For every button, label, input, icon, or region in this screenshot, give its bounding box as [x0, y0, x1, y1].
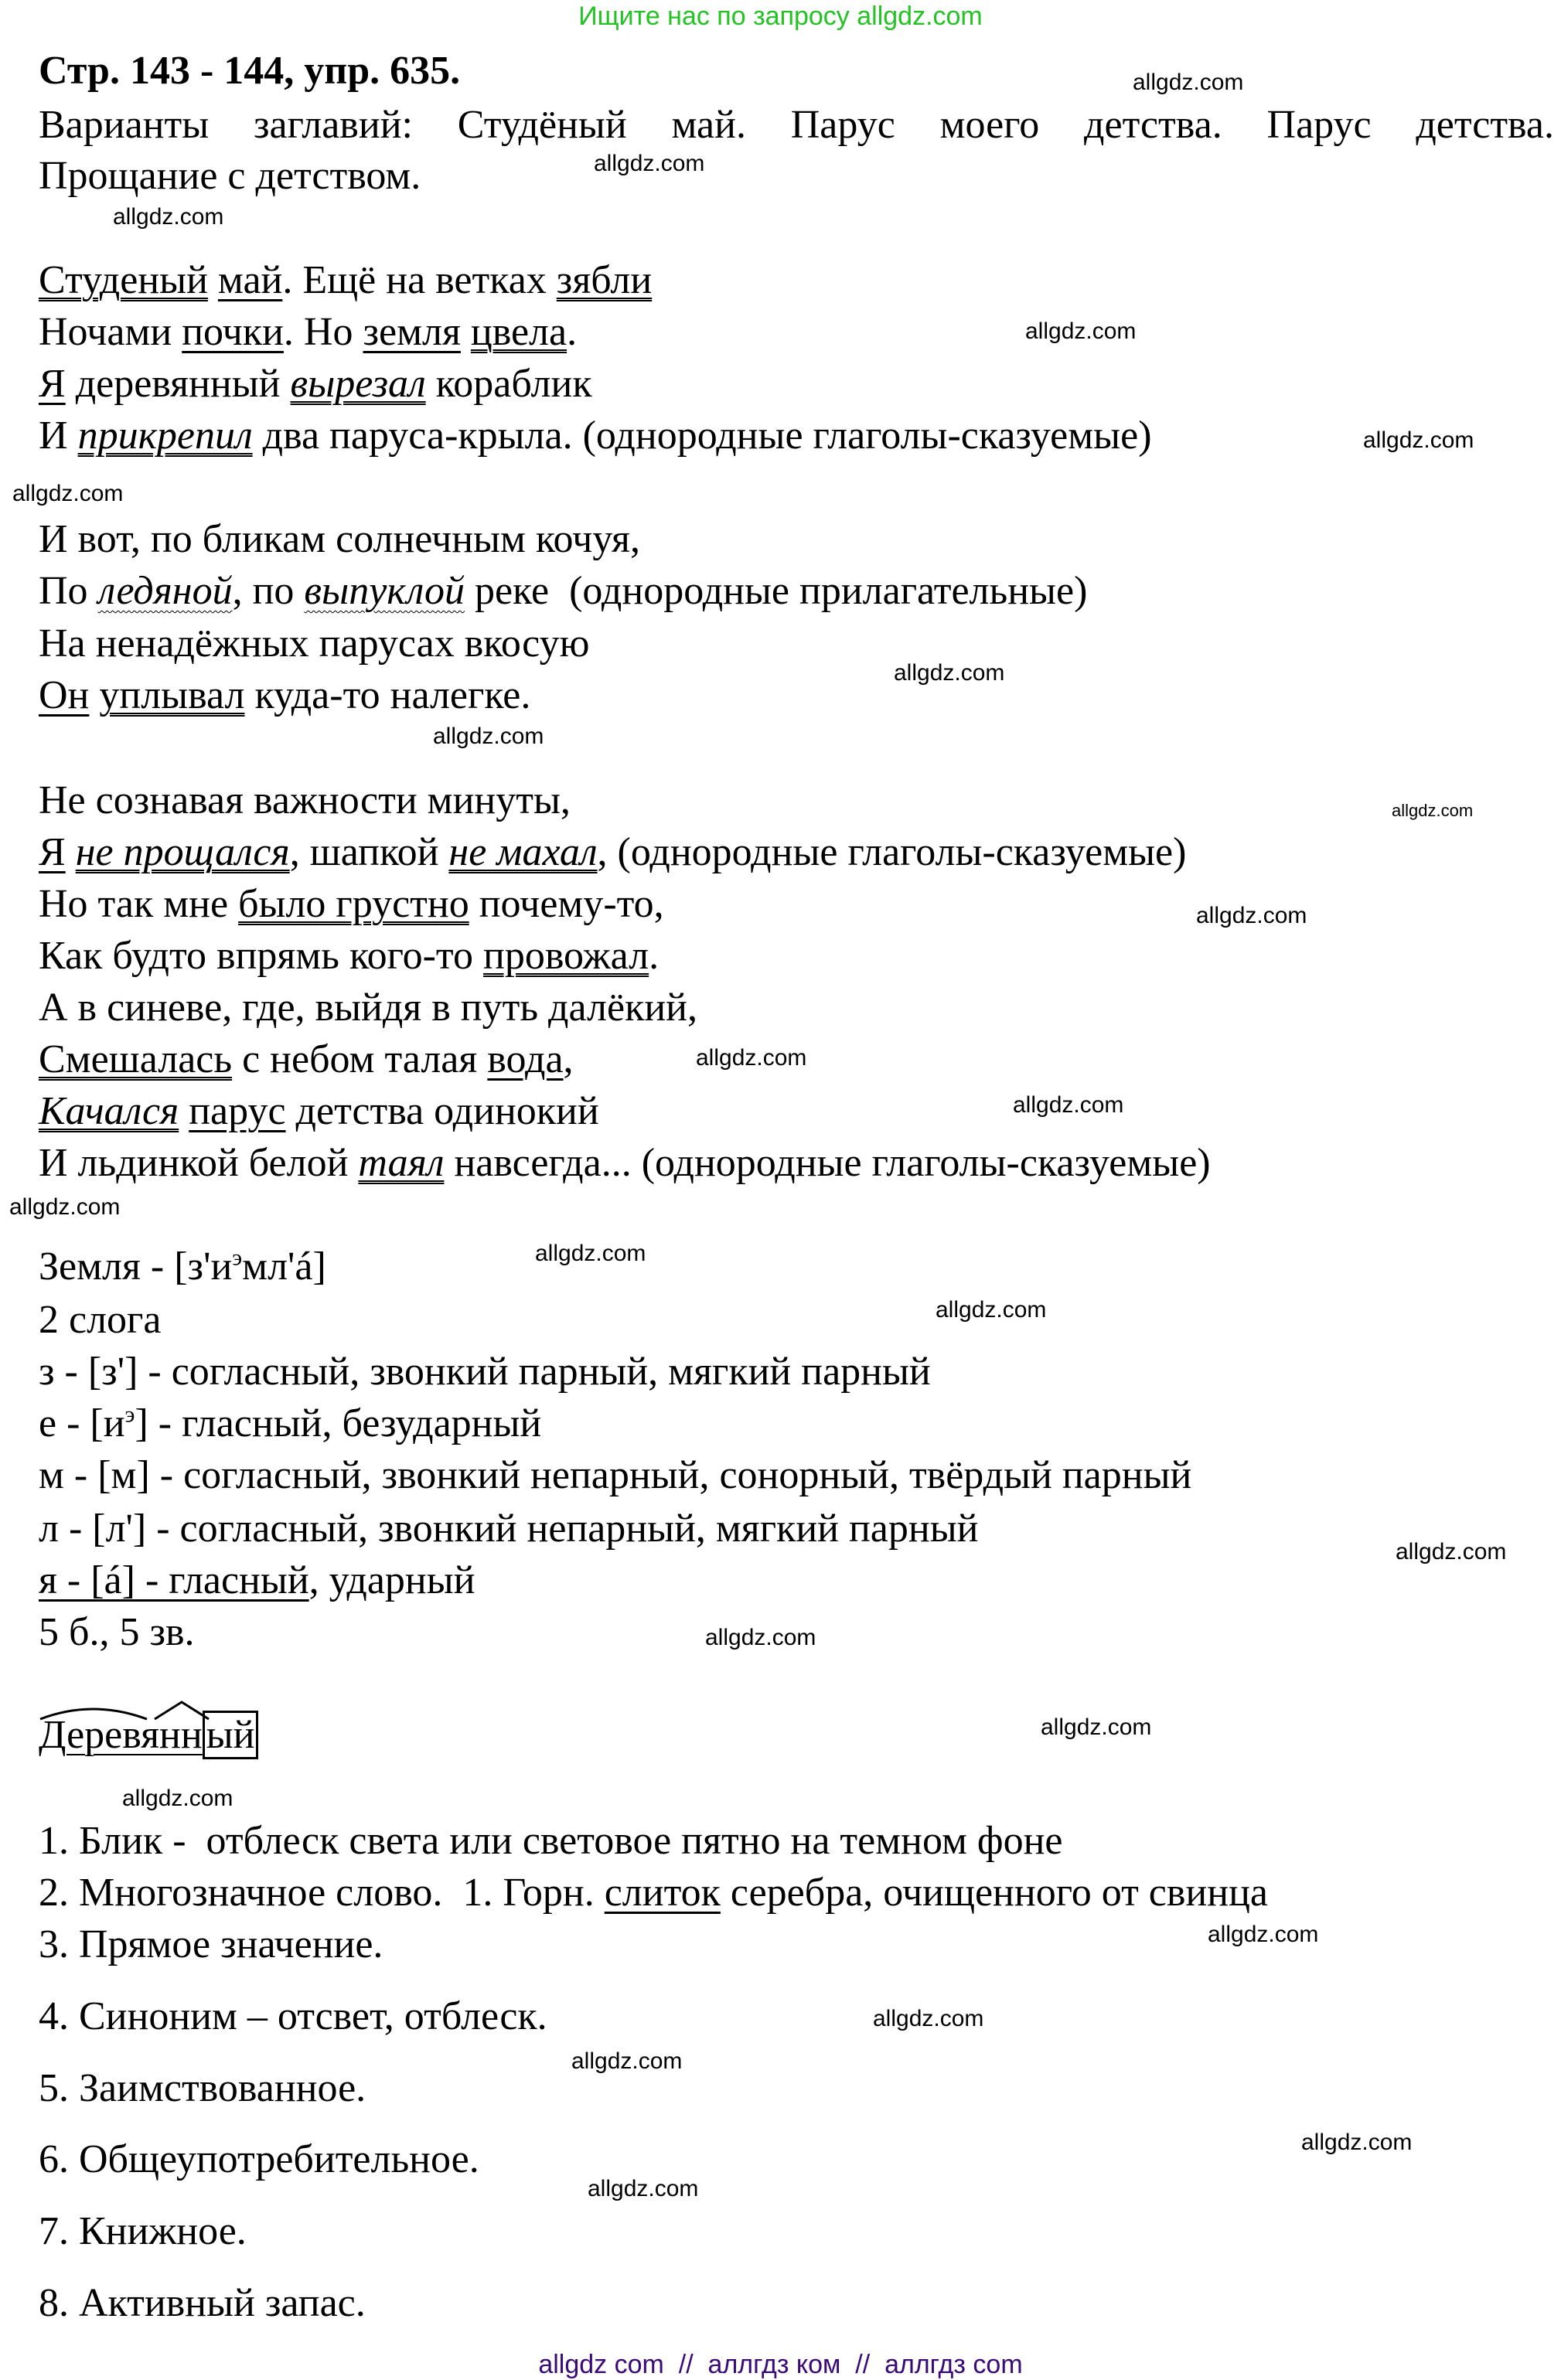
predicate-word: зябли — [556, 258, 653, 302]
watermark: allgdz.com — [936, 1297, 1047, 1323]
text-line — [39, 1139, 1211, 1188]
subject-word: май — [217, 258, 283, 302]
text-line — [39, 2279, 366, 2328]
text-line — [39, 1556, 475, 1605]
text-segment: детства одинокий — [285, 1089, 599, 1133]
watermark: allgdz.com — [1392, 801, 1474, 820]
title-variants: Варианты заглавий: Студёный май. Парус моего детства. Парус детства. — [39, 103, 1554, 147]
text-segment: ] - гласный, безударный — [135, 1401, 542, 1445]
text-segment — [89, 673, 99, 717]
text-line — [39, 1087, 599, 1136]
text-segment: 5. Заимствованное. — [39, 2066, 366, 2110]
subject-word: слиток — [604, 1871, 721, 1915]
text-segment: 5 б., 5 зв. — [39, 1610, 195, 1654]
text-segment: И — [39, 414, 78, 458]
subject-word: парус — [189, 1089, 286, 1133]
text-line — [39, 411, 1152, 461]
watermark: allgdz.com — [1196, 903, 1307, 928]
text-segment: Как будто впрямь кого-то — [39, 934, 483, 978]
text-segment: м - [м] - согласный, звонкий непарный, сонорный, твёрдый парный — [39, 1453, 1192, 1497]
word-root-part: Деревянн — [39, 1713, 203, 1757]
text-line — [39, 1608, 195, 1657]
predicate-word: цвела — [470, 310, 567, 354]
text-segment — [208, 258, 218, 302]
predicate-word: уплывал — [99, 673, 245, 717]
watermark: allgdz.com — [1208, 1922, 1319, 1947]
text-segment: Ночами — [39, 310, 182, 354]
text-segment: куда-то налегке. — [244, 673, 531, 717]
watermark: allgdz.com — [571, 2048, 683, 2074]
text-segment: , (однородные глаголы-сказуемые) — [597, 830, 1187, 874]
watermark: allgdz.com — [1363, 427, 1474, 453]
text-line — [39, 2207, 247, 2256]
predicate-word: Качался — [39, 1089, 179, 1133]
text-segment: з - [з'] - согласный, звонкий парный, мягкий парный — [39, 1350, 931, 1394]
text-segment: Но так мне — [39, 882, 239, 926]
text-line — [39, 1399, 541, 1449]
text-segment: . — [649, 934, 660, 978]
predicate-word: прикрепил — [77, 414, 253, 458]
text-line — [39, 828, 1186, 877]
text-segment: навсегда... (однородные глаголы-сказуемые) — [444, 1141, 1211, 1185]
text-line — [39, 983, 697, 1033]
text-segment: с небом талая — [232, 1037, 488, 1081]
watermark: allgdz.com — [1301, 2130, 1413, 2155]
footer-links: allgdz com // аллгдз ком // аллгдз com — [538, 2350, 1023, 2379]
text-segment: . — [567, 310, 578, 354]
text-segment — [66, 830, 76, 874]
text-line — [39, 2135, 479, 2184]
text-line — [39, 1035, 574, 1084]
watermark: allgdz.com — [1013, 1092, 1124, 1118]
watermark: allgdz.com — [594, 151, 705, 176]
text-segment — [461, 310, 471, 354]
text-segment: 7. Книжное. — [39, 2209, 247, 2253]
watermark: allgdz.com — [588, 2176, 699, 2201]
text-line — [39, 1992, 547, 2041]
text-segment: А в синеве, где, выйдя в путь далёкий, — [39, 986, 697, 1030]
search-banner: Ищите нас по запросу allgdz.com — [578, 2, 983, 31]
text-line — [39, 1816, 1062, 1866]
predicate-word: Студеный — [39, 258, 208, 302]
watermark: allgdz.com — [12, 481, 124, 506]
text-segment: два паруса-крыла. (однородные глаголы-сказуемые) — [252, 414, 1152, 458]
text-segment: почему-то, — [469, 882, 664, 926]
text-line — [39, 776, 571, 826]
text-segment: серебра, очищенного от свинца — [720, 1871, 1268, 1915]
subject-word: вода — [487, 1037, 564, 1081]
text-segment: И вот, по бликам солнечным кочуя, — [39, 517, 640, 561]
text-segment: кораблик — [425, 362, 592, 406]
text-segment: 2 слога — [39, 1298, 162, 1342]
watermark: allgdz.com — [113, 204, 224, 230]
subject-word: Он — [39, 673, 90, 717]
text-line — [39, 1504, 978, 1554]
watermark: allgdz.com — [894, 660, 1005, 686]
text-segment: 8. Активный запас. — [39, 2281, 366, 2325]
watermark: allgdz.com — [535, 1241, 646, 1266]
attribute-word: ледяной — [97, 569, 233, 613]
watermark: allgdz.com — [696, 1045, 807, 1071]
predicate-word: Смешалась — [39, 1037, 233, 1081]
watermark: allgdz.com — [433, 724, 544, 749]
text-segment: деревянный — [65, 362, 291, 406]
text-segment: 2. Многозначное слово. 1. Горн. — [39, 1871, 605, 1915]
text-segment: , ударный — [308, 1558, 475, 1602]
predicate-word: не прощался — [75, 830, 290, 874]
title-variants-cont: Прощание с детством. — [39, 154, 421, 198]
predicate-word: не махал — [448, 830, 598, 874]
morpheme-parse-word — [39, 1711, 258, 1760]
text-line — [39, 931, 659, 981]
subject-word: Я — [39, 362, 66, 406]
text-line — [39, 515, 640, 564]
subject-word: я - [á] - гласный — [39, 1558, 309, 1602]
text-line — [39, 1868, 1268, 1918]
text-line — [39, 308, 577, 357]
text-line — [39, 2064, 366, 2113]
watermark: allgdz.com — [122, 1786, 233, 1811]
text-segment: . Ещё на ветках — [282, 258, 557, 302]
subject-word: земля — [363, 310, 461, 354]
text-line — [39, 1296, 161, 1345]
text-line — [39, 880, 664, 929]
watermark: allgdz.com — [1396, 1539, 1507, 1565]
text-segment: И льдинкой белой — [39, 1141, 359, 1185]
watermark: allgdz.com — [705, 1625, 816, 1650]
text-segment: 1. Блик - отблеск света или световое пятно на темном фоне — [39, 1819, 1063, 1863]
text-line — [39, 1451, 1191, 1500]
predicate-word: вырезал — [290, 362, 426, 406]
text-segment: э — [124, 1401, 135, 1428]
text-segment: 6. Общеупотребительное. — [39, 2137, 479, 2181]
text-line — [39, 619, 589, 669]
page-title: Стр. 143 - 144, упр. 635. — [39, 49, 461, 93]
text-segment: мл'á] — [242, 1244, 326, 1289]
text-segment: По — [39, 569, 98, 613]
text-line — [39, 1347, 931, 1397]
watermark: allgdz.com — [1041, 1714, 1152, 1740]
watermark: allgdz.com — [9, 1194, 121, 1220]
text-segment: . Но — [283, 310, 363, 354]
text-line — [39, 567, 1087, 616]
text-segment: 3. Прямое значение. — [39, 1922, 383, 1966]
text-segment: л - [л'] - согласный, звонкий непарный, мягкий парный — [39, 1507, 979, 1551]
predicate-word: было грустно — [238, 882, 469, 926]
text-line — [39, 1920, 383, 1970]
text-segment: Земля - [з'и — [39, 1244, 233, 1289]
text-segment: Не сознавая важности минуты, — [39, 778, 571, 822]
text-segment: е - [и — [39, 1401, 125, 1445]
text-line — [39, 256, 652, 305]
watermark: allgdz.com — [873, 2006, 984, 2031]
word-ending: ый — [203, 1711, 259, 1759]
text-line — [39, 359, 592, 409]
text-segment: , — [563, 1037, 574, 1081]
text-line — [39, 1242, 326, 1292]
predicate-word: таял — [358, 1141, 445, 1185]
text-segment: 4. Синоним – отсвет, отблеск. — [39, 1994, 547, 2038]
subject-word: почки — [182, 310, 284, 354]
text-segment: , шапкой — [289, 830, 449, 874]
predicate-word: провожал — [482, 934, 649, 978]
watermark: allgdz.com — [1025, 318, 1137, 344]
attribute-word: выпуклой — [304, 569, 465, 613]
text-line — [39, 671, 530, 720]
subject-word: Я — [39, 830, 66, 874]
text-segment: На ненадёжных парусах вкосую — [39, 621, 590, 666]
text-segment: , по — [232, 569, 305, 613]
text-segment — [179, 1089, 189, 1133]
text-segment: реке (однородные прилагательные) — [464, 569, 1088, 613]
watermark: allgdz.com — [1133, 70, 1244, 95]
text-segment: э — [232, 1244, 243, 1271]
